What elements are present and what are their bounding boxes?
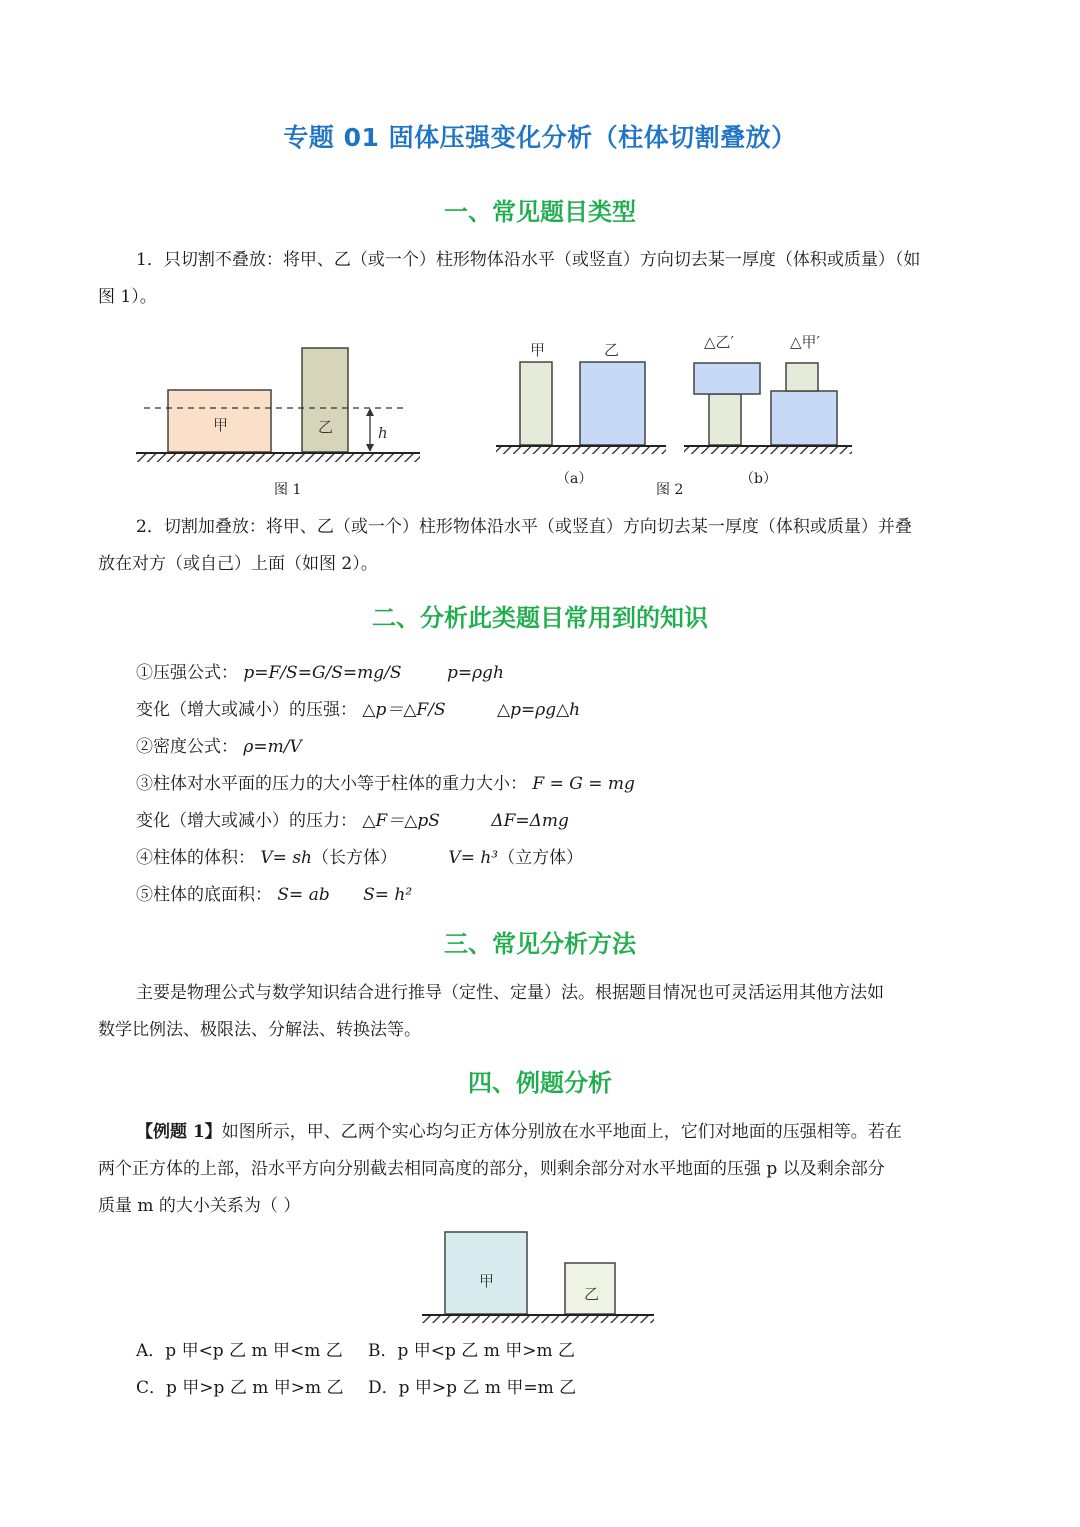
k7-formula-1: S= ab [277,885,330,905]
k2-label: 变化（增大或减小）的压强： [136,700,357,720]
k7-formula-2: S= h² [363,885,413,905]
fig2a-caption: （a） [556,471,593,487]
page-title: 专题 01 固体压强变化分析（柱体切割叠放） [283,123,797,152]
k3-label: ②密度公式： [136,737,238,757]
fig2b-jia-remaining [709,394,741,445]
k5-formula-1: △F＝△pS [362,811,440,831]
fig2a-jia-label: 甲 [530,341,546,359]
fig2b-yi-remaining [771,391,837,445]
k1-formula-1: p=F/S=G/S=mg/S [243,663,402,683]
k5-label: 变化（增大或减小）的压力： [136,811,357,831]
fig1-h-label: h [378,424,388,442]
type-2-text-b: 放在对方（或自己）上面（如图 2）。 [98,554,378,574]
k6-note-2: （立方体） [498,848,584,868]
type-1-paragraph [98,242,984,316]
k6-note-1: （长方体） [312,848,398,868]
fig1-caption: 图 1 [274,482,302,498]
fig1-yi-label: 乙 [318,418,334,436]
k1-label: ①压强公式： [136,663,238,683]
example-text-a: 如图所示，甲、乙两个实心均匀正方体分别放在水平地面上，它们对地面的压强相等。若在 [221,1122,902,1142]
k6-formula-2: V= h³ [448,848,499,868]
fig2a-yi-block [580,362,645,445]
fig2b-yi-prime-label: △乙′ [704,333,734,351]
example-ground [422,1315,654,1323]
k5-formula-2: ΔF=Δmg [491,811,569,831]
knowledge-line-2 [136,695,580,720]
fig2b-jia-prime-label: △甲′ [790,333,820,351]
fig2b-jia-cut-on-yi [786,363,818,391]
fig1-jia-label: 甲 [213,416,229,434]
k4-formula: F = G = mg [532,774,635,794]
example-paragraph [98,1114,984,1225]
knowledge-line-7 [136,880,412,905]
k6-formula-1: V= sh [260,848,313,868]
section-heading-2: 二、分析此类题目常用到的知识 [372,604,708,632]
section-heading-3: 三、常见分析方法 [444,930,636,958]
section-heading-1: 一、常见题目类型 [444,198,636,226]
k4-label: ③柱体对水平面的压力的大小等于柱体的重力大小： [136,774,527,794]
knowledge-line-3 [136,732,302,757]
k7-label: ⑤柱体的底面积： [136,885,272,905]
option-c: C．p 甲>p 乙 m 甲>m 乙 [136,1378,344,1398]
knowledge-line-1 [136,658,504,683]
k2-formula-1: △p＝△F/S [362,700,446,720]
figure-2 [490,328,860,468]
option-a: A．p 甲<p 乙 m 甲<m 乙 [136,1341,343,1361]
fig1-ground [136,453,420,462]
knowledge-line-6 [136,843,583,868]
option-b: B．p 甲<p 乙 m 甲>m 乙 [368,1341,576,1361]
type-1-text-b: 图 1）。 [98,287,157,307]
k6-label: ④柱体的体积： [136,848,255,868]
k3-formula: ρ=m/V [243,737,302,757]
fig2a-ground [496,446,666,454]
method-text-b: 数学比例法、极限法、分解法、转换法等。 [98,1020,421,1040]
example-text-c: 质量 m 的大小关系为（ ） [98,1196,301,1216]
knowledge-line-5 [136,806,569,831]
method-text-a: 主要是物理公式与数学知识结合进行推导（定性、定量）法。根据题目情况也可灵活运用其他方法如 [136,983,884,1003]
fig2b-ground [684,446,852,454]
k1-formula-2: p=ρgh [446,663,504,683]
figure-1 [130,340,430,470]
method-paragraph [98,975,984,1049]
example-jia-label: 甲 [479,1272,495,1290]
example-tag: 【例题 1】 [136,1122,222,1142]
knowledge-line-4 [136,769,635,794]
fig2a-jia-block [520,362,552,445]
section-heading-4: 四、例题分析 [468,1069,612,1097]
fig2b-yi-cut-on-jia [694,363,760,394]
fig2-caption: 图 2 [656,482,684,498]
fig2b-caption: （b） [740,471,777,487]
example-yi-label: 乙 [584,1285,600,1303]
type-2-text-a: 2．切割加叠放：将甲、乙（或一个）柱形物体沿水平（或竖直）方向切去某一厚度（体积或质量）并叠 [136,517,912,537]
fig1-yi-block [302,348,348,452]
fig2a-yi-label: 乙 [604,341,620,359]
option-d: D．p 甲>p 乙 m 甲=m 乙 [368,1378,577,1398]
k2-formula-2: △p=ρg△h [497,700,581,720]
example-figure [418,1228,658,1326]
type-1-text-a: 1．只切割不叠放：将甲、乙（或一个）柱形物体沿水平（或竖直）方向切去某一厚度（体积或质量）（如 [136,250,921,270]
example-text-b: 两个正方体的上部，沿水平方向分别截去相同高度的部分，则剩余部分对水平地面的压强 p 以及剩余部分 [98,1159,885,1179]
type-2-paragraph [98,509,984,583]
